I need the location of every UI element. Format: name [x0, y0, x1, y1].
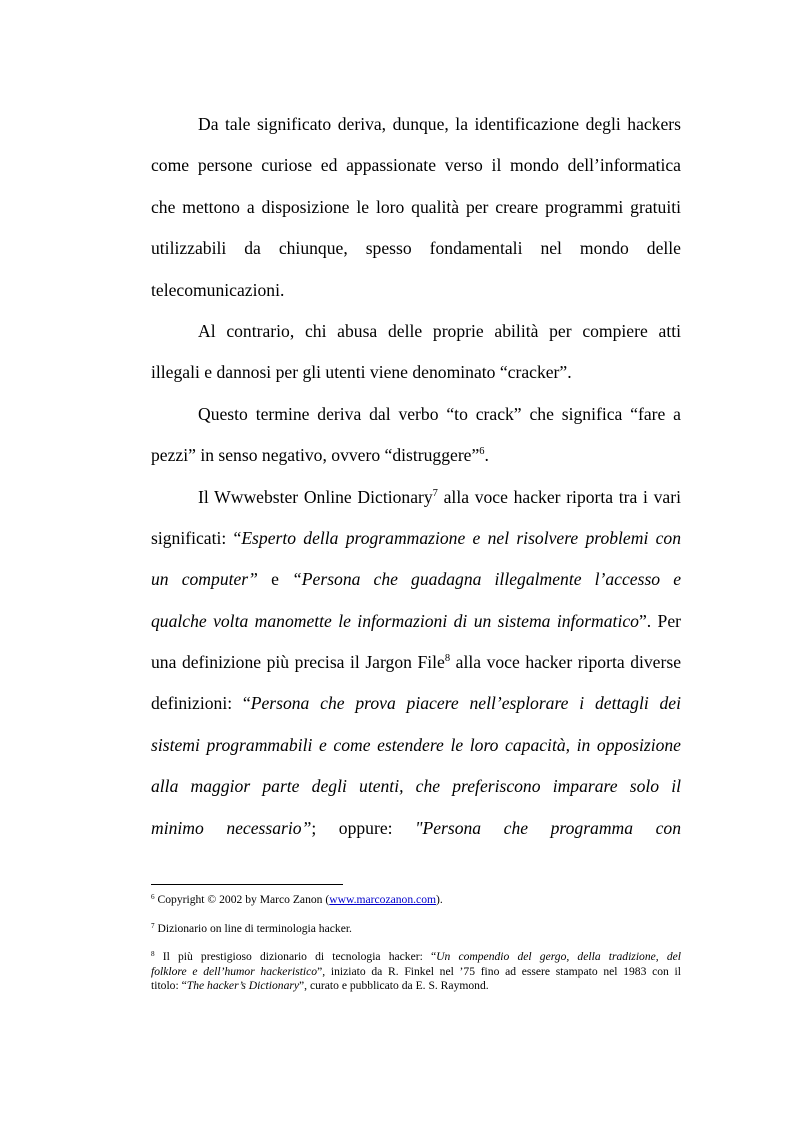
footnote-7-text: Dizionario on line di terminologia hacker. — [154, 922, 352, 935]
footnote-8-book-title: The hacker’s Dictionary — [186, 979, 300, 992]
footnote-ref-6[interactable]: 6 — [479, 446, 485, 458]
quote-1-part-1: Esperto della programmazione e nel risolvere problemi con — [241, 527, 681, 548]
footnote-8-line-2 — [151, 965, 681, 980]
paragraph-4-line-9 — [151, 808, 681, 849]
quote-4-part-1: "Persona che programma con — [415, 817, 681, 838]
paragraph-4-text-2: significati: “ — [151, 527, 242, 548]
paragraph-4-text-5: alla voce hacker riporta diverse — [450, 652, 681, 673]
paragraph-3-period: . — [484, 445, 489, 466]
paragraph-4-text-4: una definizione più precisa il Jargon File — [151, 652, 445, 673]
footnote-8-quote-1: Un compendio del gergo, della tradizione, del — [436, 950, 681, 963]
paragraph-4-text-3: ”. Per — [638, 610, 681, 631]
paragraph-2-line-2: illegali e dannosi per gli utenti viene denominato “cracker”. — [151, 362, 572, 383]
paragraph-1-line-1: Da tale significato deriva, dunque, la identificazione degli hackers — [198, 114, 681, 134]
paragraph-4-line-2 — [151, 518, 681, 559]
paragraph-4-line-7 — [151, 725, 681, 766]
footnote-8-text-2: ”, iniziato da R. Finkel nel ’75 fino ad essere stampato nel 1983 con il — [317, 964, 682, 978]
paragraph-4-line-8 — [151, 766, 681, 807]
footnote-8-text-4: ”, curato e pubblicato da E. S. Raymond. — [299, 979, 489, 992]
paragraph-2-line-1: Al contrario, chi abusa delle proprie abilità per compiere atti — [198, 320, 681, 341]
quote-2-part-2: qualche volta manomette le informazioni di un sistema informatico — [151, 610, 639, 631]
footnote-6-end: ). — [436, 893, 443, 906]
paragraph-3-text: pezzi” in senso negativo, ovvero “distruggere” — [151, 445, 480, 466]
footnote-7 — [151, 922, 681, 937]
paragraph-3-line-2 — [151, 435, 681, 476]
paragraph-4-line-4 — [151, 601, 681, 642]
footnote-6-text: Copyright © 2002 by Marco Zanon ( — [154, 893, 330, 906]
paragraph-1-line-4: utilizzabili da chiunque, spesso fondamentali nel mondo delle — [151, 238, 681, 259]
footnote-6-number: 6 — [151, 893, 155, 901]
quote-3-part-4: minimo necessario” — [151, 817, 312, 838]
paragraph-4-text-6: definizioni: “ — [151, 693, 251, 714]
paragraph-4-text-7: ; oppure: — [311, 817, 416, 838]
paragraph-1-line-2: come persone curiose ed appassionate verso il mondo dell’informatica — [151, 155, 681, 176]
paragraph-4-line-3 — [151, 559, 681, 600]
quote-2-part-1: “Persona che guadagna illegalmente l’accesso e — [292, 569, 682, 590]
quote-3-part-2: sistemi programmabili e come estendere le loro capacità, in opposizione — [151, 734, 681, 755]
footnote-separator — [151, 884, 343, 885]
paragraph-1-line-3: che mettono a disposizione le loro qualità per creare programmi gratuiti — [151, 196, 681, 217]
footnote-8 — [151, 950, 681, 994]
footnote-ref-7[interactable]: 7 — [432, 487, 438, 499]
footnote-8-quote-2: folklore e dell’humor hackeristico — [151, 964, 318, 978]
paragraph-4-line-5 — [151, 642, 681, 683]
quote-3-part-1: Persona che prova piacere nell’esplorare i dettagli dei — [250, 693, 682, 714]
paragraph-4-line-1 — [151, 477, 681, 518]
paragraph-4-conjunction: e — [257, 569, 292, 590]
paragraph-4-text-1: alla voce hacker riporta tra i vari — [437, 486, 681, 507]
quote-1-part-2: un computer” — [151, 569, 258, 590]
footnote-ref-8[interactable]: 8 — [444, 653, 451, 665]
quote-3-part-3: alla maggior parte degli utenti, che preferiscono imparare solo il — [151, 776, 681, 797]
paragraph-3-line-1: Questo termine deriva dal verbo “to crack” che significa “fare a — [198, 403, 681, 424]
dictionary-name: Il Wwwebster Online Dictionary — [198, 486, 433, 507]
footnote-8-line-1 — [151, 950, 681, 965]
marcozanon-link[interactable]: www.marcozanon.com — [329, 893, 437, 906]
paragraph-4-line-6 — [151, 683, 681, 724]
footnote-6 — [151, 893, 681, 908]
document-body — [151, 104, 681, 849]
footnote-8-text-3: titolo: “ — [151, 979, 187, 992]
footnote-8-number: 8 — [151, 950, 155, 958]
footnote-8-line-3 — [151, 979, 681, 994]
paragraph-1-line-5: telecomunicazioni. — [151, 279, 285, 300]
footnote-8-text-1: Il più prestigioso dizionario di tecnologia hacker: “ — [154, 950, 437, 963]
footnote-7-number: 7 — [151, 922, 155, 930]
